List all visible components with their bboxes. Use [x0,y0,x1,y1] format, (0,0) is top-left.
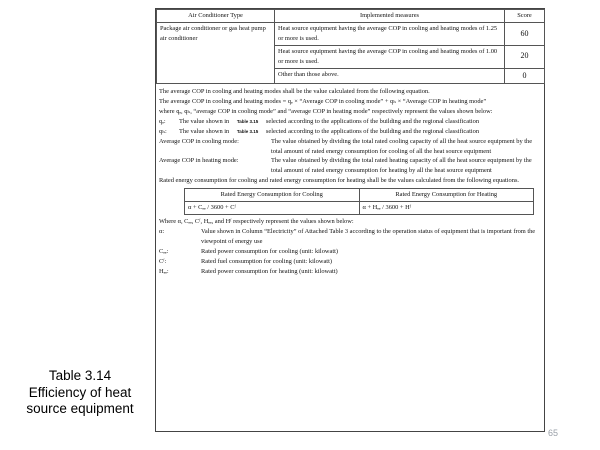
cee-key: Cₑₑ: [159,247,169,255]
table-row [157,22,545,45]
cooling-key: Average COP in cooling mode: [159,137,239,145]
score-cell: 20 [505,45,545,68]
cooling-equation-header: Rated Energy Consumption for Cooling [185,189,360,202]
slide-caption [10,368,150,418]
qc-text [179,117,479,127]
consumption-equation-table [184,188,534,215]
header-measures: Implemented measures [275,10,505,23]
cooling-cop-definition [159,137,541,157]
alpha-value: Value shown in Column “Electricity” of Attached Table 3 according to the operation status of equipment that is important from the viewpoint of energy use [201,227,536,245]
heating-value: The value obtained by dividing the total rated heating capacity of all the heat source equipment by the total amount of rated energy consumption for heating by all the heat source equipment [271,157,532,175]
table-header-row [157,10,545,23]
paragraph: The average COP in cooling and heating modes shall be the value calculated from the following equation. [159,88,430,95]
qh-key: qₕ: [159,127,167,135]
cf-key: Cᶠ: [159,257,167,265]
cf-definition [159,257,541,267]
heating-cop-definition [159,156,541,176]
paragraph: where qₑ, qₕ, “average COP in cooling mode” and “average COP in heating mode” respectively represent the values shown below: [159,107,493,115]
page-number: 65 [548,428,559,438]
measure-cell: Heat source equipment having the average COP in cooling and heating modes of 1.00 or more is used. [275,45,505,68]
explanation-text [156,84,544,277]
score-cell: 60 [505,22,545,45]
measure-cell: Heat source equipment having the average COP in cooling and heating modes of 1.25 or more is used. [275,22,505,45]
alpha-key: α: [159,227,165,235]
cooling-formula: α + Cₑₑ / 3600 + Cᶠ [185,202,360,215]
def-suffix: selected according to the applications of the building and the regional classification [265,117,480,125]
cf-value: Rated fuel consumption for cooling (unit: kilowatt) [201,257,332,265]
heating-key: Average COP in heating mode: [159,157,239,165]
hee-definition [159,267,541,277]
def-prefix: The value shown in [179,117,230,125]
measure-cell: Other than those above. [275,68,505,83]
hee-key: Hₑₑ: [159,267,169,275]
header-score: Score [505,10,545,23]
qc-key: qₑ: [159,117,166,125]
def-prefix: The value shown in [179,127,230,135]
score-cell: 0 [505,68,545,83]
qc-definition [159,117,541,127]
table-ref-tag: Table 3.15 [236,128,259,134]
caption-line: Table 3.14 [48,368,112,383]
type-cell: Package air conditioner or gas heat pump air conditioner [157,22,275,83]
alpha-definition [159,227,541,247]
cooling-value: The value obtained by dividing the total rated cooling capacity of all the heat source equipment by the total amount of rated energy consumption for cooling of all the heat source equipment [271,137,533,155]
document-page [155,8,545,432]
where-intro: Where α, Cₑₑ, Cᶠ, Hₑₑ, and Hᶠ respectively represent the values shown below: [159,218,354,226]
header-type: Air Conditioner Type [157,10,275,23]
paragraph: Rated energy consumption for cooling and rated energy consumption for heating shall be the values calculated from the following equations. [159,177,520,185]
qh-definition [159,127,541,137]
heating-formula: α + Hₑₑ / 3600 + Hᶠ [359,202,534,215]
caption-line: source equipment [26,401,134,416]
cee-definition [159,247,541,257]
table-ref-tag: Table 3.15 [236,118,259,124]
qh-text [179,127,479,137]
equation-paragraph: The average COP in cooling and heating modes = qₑ × “Average COP in cooling mode” + qₕ × “Average COP in heating mode” [159,97,487,105]
caption-line: Efficiency of heat [28,384,132,400]
hee-value: Rated power consumption for heating (unit: kilowatt) [201,267,338,275]
score-table [156,9,545,84]
cee-value: Rated power consumption for cooling (unit: kilowatt) [201,247,339,255]
heating-equation-header: Rated Energy Consumption for Heating [359,189,534,202]
def-suffix: selected according to the applications of the building and the regional classification [265,127,480,135]
